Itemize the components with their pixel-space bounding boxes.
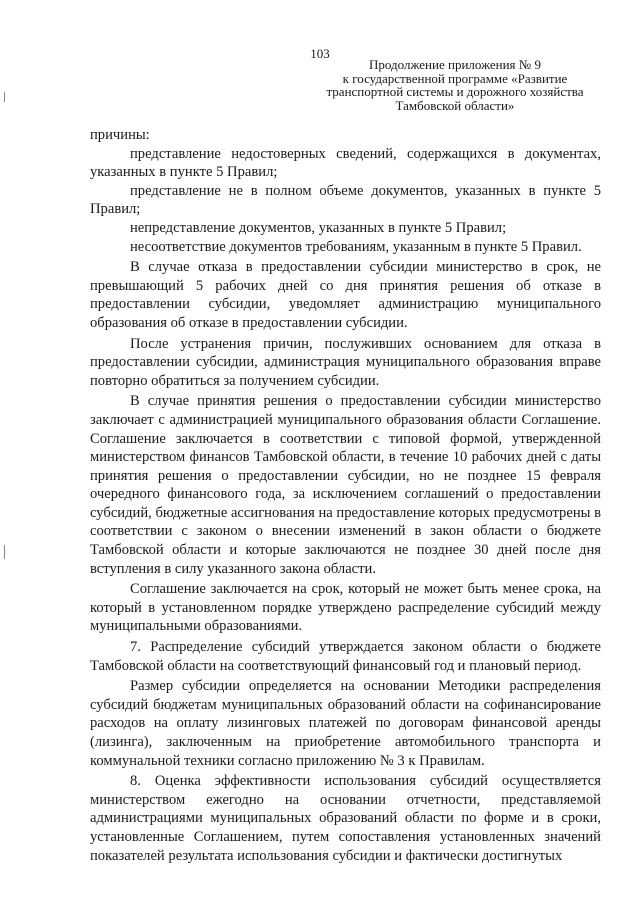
paragraph: несоответствие документов требованиям, указанным в пункте 5 Правил.	[130, 238, 582, 255]
paragraph: Соглашение заключается на срок, который не может быть менее срока, на который в установленном порядке утверждено распределение субсидий между муниципальными образованиями.	[90, 581, 601, 635]
paragraph: непредставление документов, указанных в пункте 5 Правил;	[130, 219, 507, 236]
paragraph: 7. Распределение субсидий утверждается законом области о бюджете Тамбовской области на соответствующий финансовый год и плановый период.	[90, 639, 601, 674]
header-line: Тамбовской области»	[395, 97, 515, 113]
paragraph: Размер субсидии определяется на основании Методики распределения субсидий бюджетам муниципальных образований области на софинансирование расходов на оплату лизинговых платежей по договорам финансовой аренды (лизинга), заключенным на приобретение автомобильного транспорта и коммунальной техники согласно приложению № 3 к Правилам.	[90, 678, 601, 769]
header-line: транспортной системы и дорожного хозяйства	[326, 84, 584, 99]
page-number: 103	[310, 46, 330, 61]
paragraph: представление недостоверных сведений, содержащихся в документах, указанных в пункте 5 Правил;	[90, 145, 601, 181]
paragraph: 8. Оценка эффективности использования субсидий осуществляется министерством ежегодно на основании отчетности, представляемой администрациями муниципальных образований области по форме и в сроки, установленные Соглашением, путем сопоставления установленных значений показателей результата использования субсидии и фактически достигнутых	[90, 773, 601, 864]
paragraph: представление не в полном объеме документов, указанных в пункте 5 Правил;	[90, 182, 601, 218]
scan-margin-mark	[4, 545, 5, 559]
document-body	[90, 126, 601, 865]
paragraph: причины:	[90, 127, 150, 143]
header-line: Продолжение приложения № 9	[369, 57, 541, 72]
paragraph: После устранения причин, послуживших основанием для отказа в предоставлении субсидии, администрация муниципального образования вправе повторно обратиться за получением субсидии.	[90, 335, 601, 389]
scan-margin-mark	[4, 92, 5, 102]
paragraph: В случае принятия решения о предоставлении субсидии министерство заключает с администрацией муниципального образования области Соглашение. Соглашение заключается в соответствии с типовой формой, утвержденной министерством финансов Тамбовской области, в течение 10 рабочих дней с даты принятия решения о предоставлении субсидии, но не позднее 15 февраля очередного финансового года, за исключением соглашений о предоставлении субсидий, бюджетные ассигнования на предоставление которых предусмотрены в соответствии с законом о внесении изменений в закон области о бюджете Тамбовской области и которые заключаются не позднее 30 дней после дня вступления в силу указанного закона области.	[90, 393, 601, 577]
header-line: к государственной программе «Развитие	[342, 70, 568, 86]
appendix-header	[300, 58, 610, 112]
paragraph: В случае отказа в предоставлении субсидии министерство в срок, не превышающий 5 рабочих дней со дня принятия решения об отказе в предоставлении субсидии, уведомляет администрацию муниципального образования об отказе в предоставлении субсидии.	[90, 259, 601, 331]
